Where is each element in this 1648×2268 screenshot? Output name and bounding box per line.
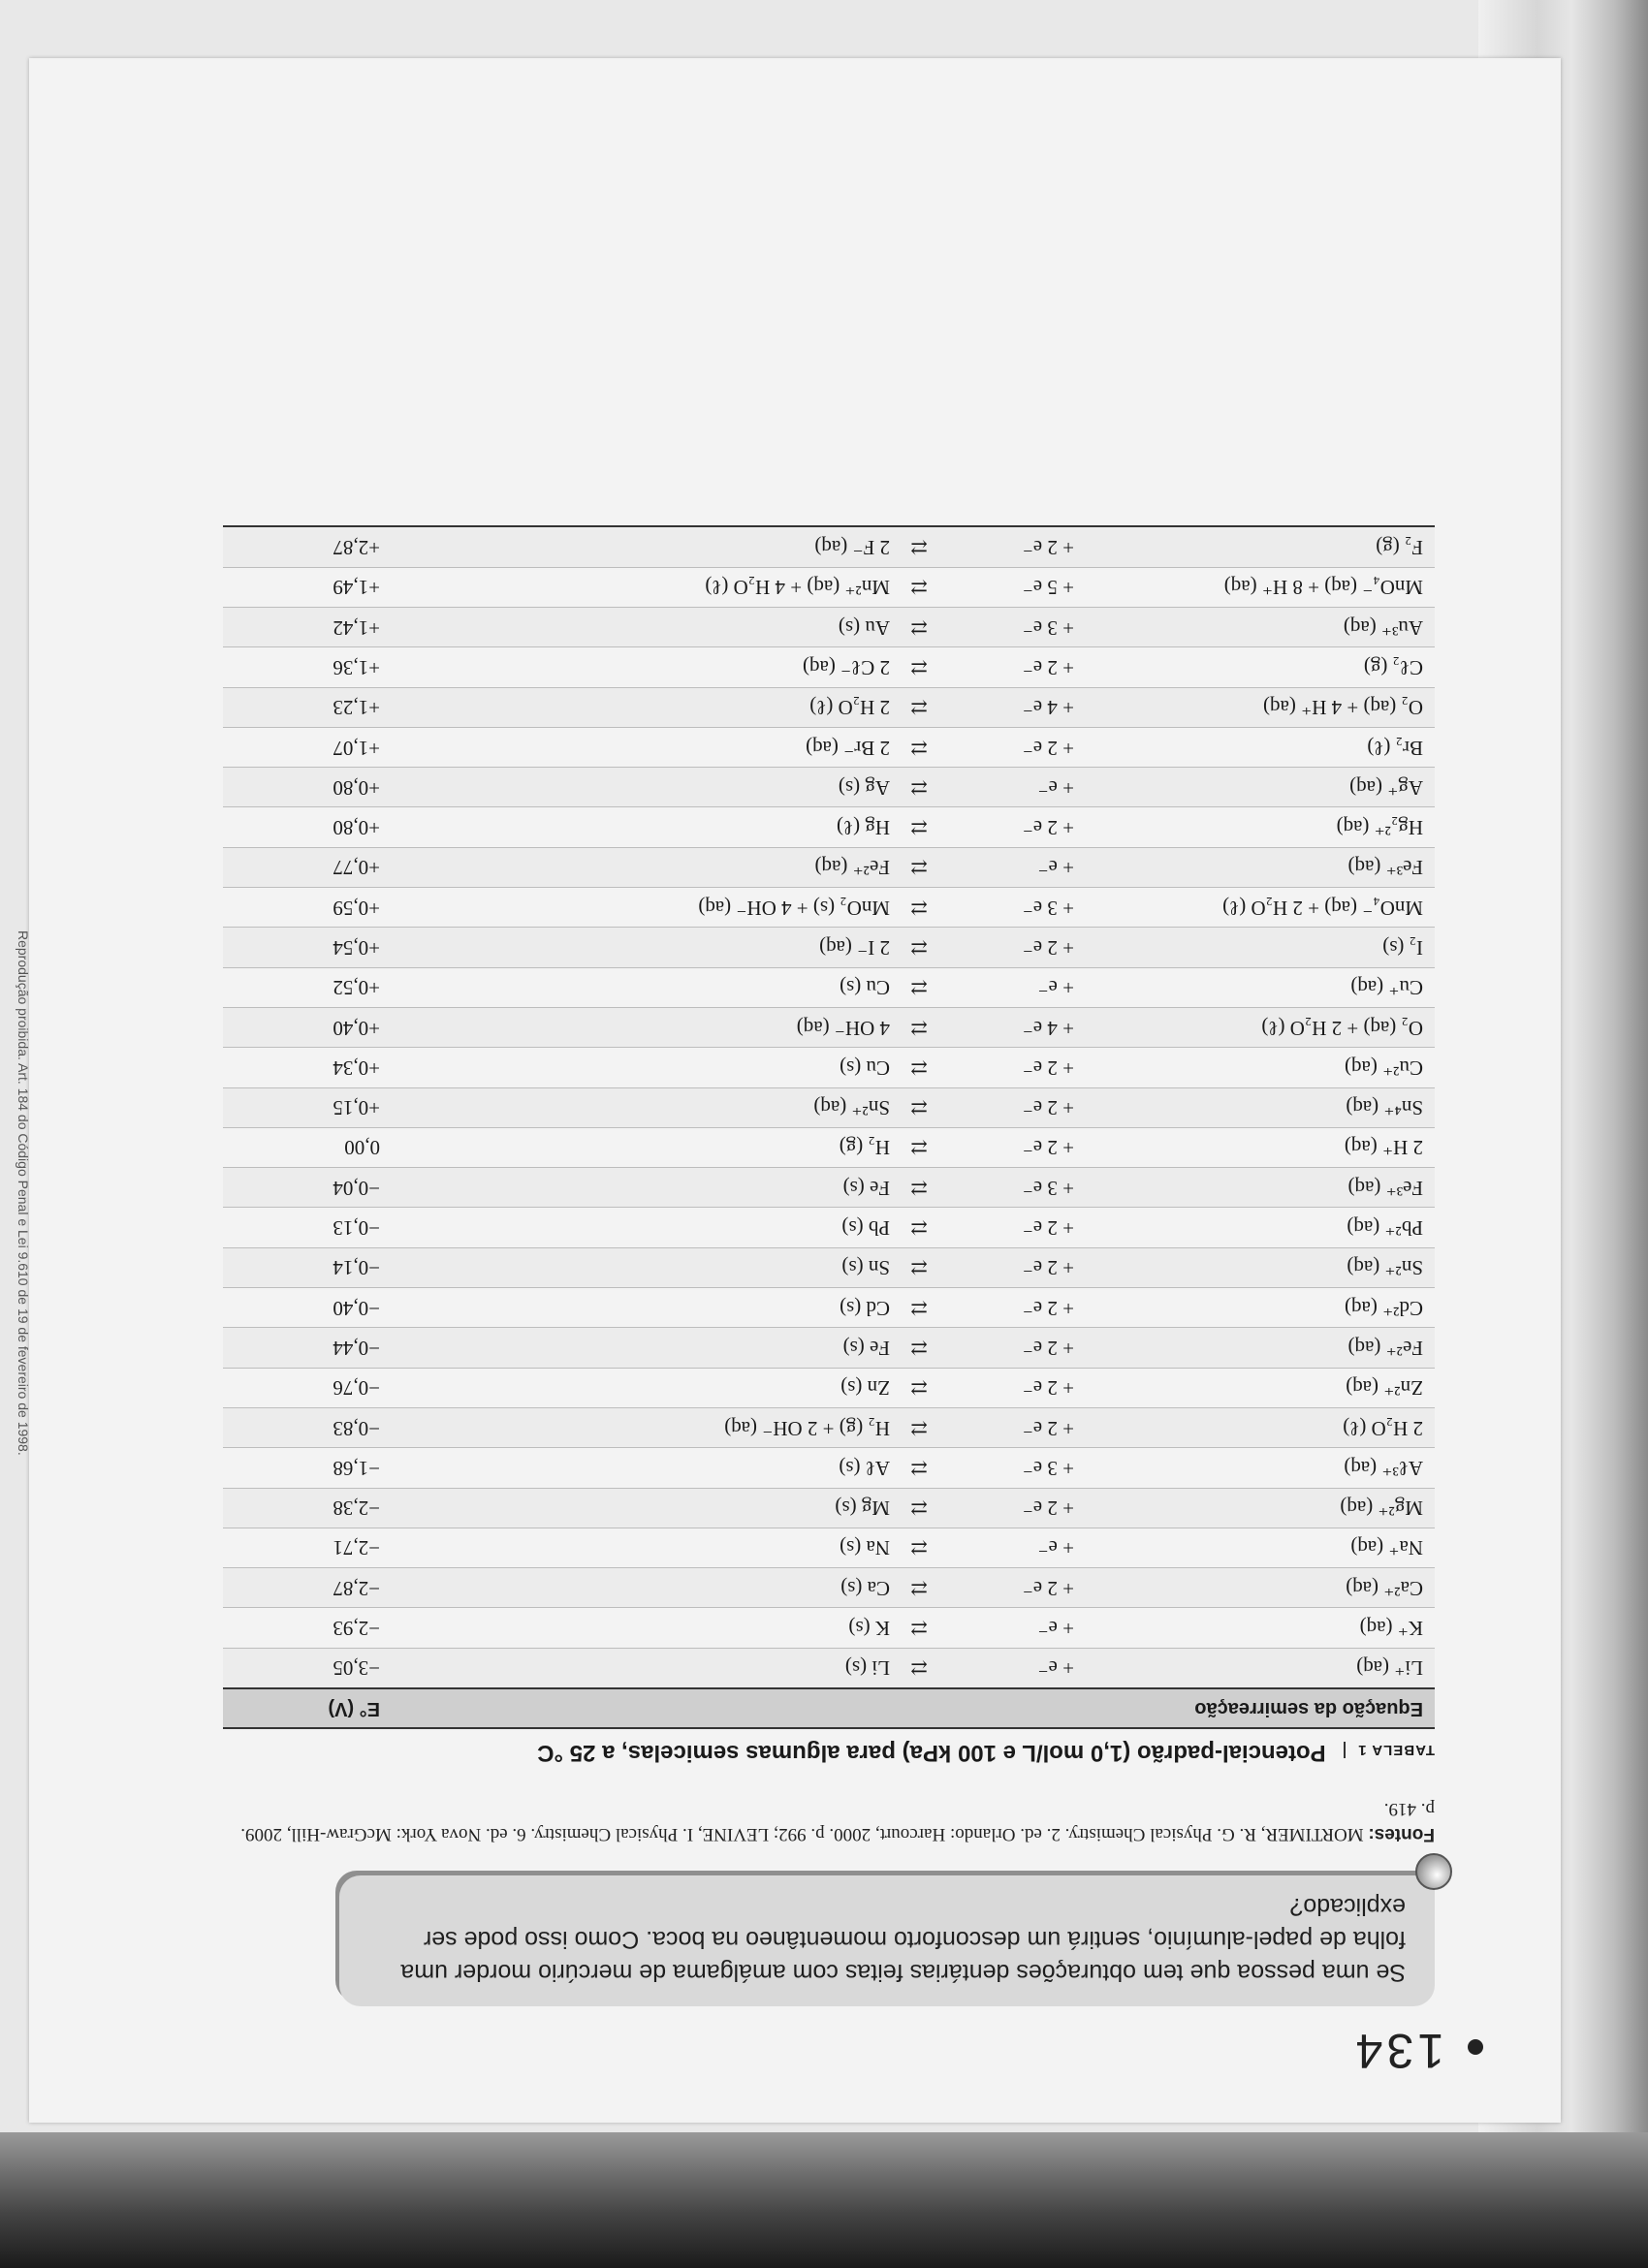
table-row (223, 1328, 1435, 1368)
reactants: I₂ (s) (1382, 936, 1423, 961)
electrons: + e⁻ (1037, 775, 1074, 800)
equilibrium-arrow-icon: ⇄ (910, 1055, 928, 1080)
equation-cell (392, 1488, 1435, 1528)
table-row (223, 1208, 1435, 1247)
products: Fe (s) (842, 1176, 890, 1200)
potential-cell: −0,44 (223, 1328, 392, 1368)
equation-cell (392, 807, 1435, 847)
equilibrium-arrow-icon: ⇄ (910, 1496, 928, 1521)
equation-cell (392, 1448, 1435, 1488)
reactants: Zn²⁺ (aq) (1346, 1376, 1423, 1401)
potential-cell: +0,80 (223, 807, 392, 847)
potential-cell: −2,87 (223, 1568, 392, 1608)
table-row (223, 1168, 1435, 1208)
electrons: + 3 e⁻ (1022, 1456, 1074, 1480)
electrons: + 2 e⁻ (1022, 1376, 1074, 1401)
products: H₂ (g) + 2 OH⁻ (aq) (724, 1416, 890, 1440)
table-row (223, 1608, 1435, 1648)
electrons: + 2 e⁻ (1022, 736, 1074, 760)
table-tag: TABELA 1 (1344, 1742, 1435, 1758)
equation-cell (392, 847, 1435, 887)
equation-cell (392, 727, 1435, 767)
electrons: + 2 e⁻ (1022, 1296, 1074, 1320)
table-title (223, 1739, 1435, 1766)
reactants: 2 H₂O (ℓ) (1343, 1416, 1423, 1440)
reactants: Hg₂²⁺ (aq) (1336, 816, 1423, 840)
col-equation-header: Equação da semirreação (392, 1688, 1435, 1728)
question-knob-icon (1415, 1853, 1452, 1890)
potential-cell: −2,38 (223, 1488, 392, 1528)
reactants: Pb²⁺ (aq) (1347, 1216, 1423, 1241)
products: Ag (s) (838, 775, 890, 800)
products: Cu (s) (840, 1055, 890, 1080)
potential-cell: −0,13 (223, 1208, 392, 1247)
equilibrium-arrow-icon: ⇄ (910, 775, 928, 800)
products: Cd (s) (840, 1296, 890, 1320)
equation-cell (392, 1568, 1435, 1608)
electrons: + 5 e⁻ (1022, 576, 1074, 600)
electrons: + 3 e⁻ (1022, 896, 1074, 920)
potential-cell: −0,04 (223, 1168, 392, 1208)
equation-cell (392, 1608, 1435, 1648)
electrons: + 2 e⁻ (1022, 1496, 1074, 1521)
potential-cell: +1,42 (223, 607, 392, 646)
products: Fe (s) (842, 1336, 890, 1360)
electrons: + 2 e⁻ (1022, 1216, 1074, 1241)
electrons: + 3 e⁻ (1022, 1176, 1074, 1200)
equilibrium-arrow-icon: ⇄ (910, 696, 928, 720)
equation-cell (392, 1127, 1435, 1167)
reactants: Li⁺ (aq) (1356, 1656, 1423, 1681)
products: Aℓ (s) (839, 1456, 890, 1480)
equation-cell (392, 1648, 1435, 1688)
equation-cell (392, 1288, 1435, 1328)
equilibrium-arrow-icon: ⇄ (910, 896, 928, 920)
reactants: Sn⁴⁺ (aq) (1346, 1096, 1423, 1120)
equation-cell (392, 607, 1435, 646)
bullet-icon (1468, 2039, 1483, 2055)
equilibrium-arrow-icon: ⇄ (910, 1336, 928, 1360)
equation-cell (392, 1247, 1435, 1287)
table-row (223, 1448, 1435, 1488)
reactants: Sn²⁺ (aq) (1347, 1256, 1423, 1280)
equilibrium-arrow-icon: ⇄ (910, 1376, 928, 1401)
potential-cell: +0,77 (223, 847, 392, 887)
potential-cell: +0,15 (223, 1087, 392, 1127)
equation-cell (392, 1328, 1435, 1368)
electrons: + 4 e⁻ (1022, 1016, 1074, 1040)
equilibrium-arrow-icon: ⇄ (910, 1176, 928, 1200)
table-row (223, 967, 1435, 1007)
potential-cell: −2,71 (223, 1528, 392, 1567)
reactants: Ag⁺ (aq) (1349, 775, 1423, 800)
products: Mg (s) (835, 1496, 890, 1521)
products: 2 Cℓ⁻ (aq) (803, 655, 890, 679)
equilibrium-arrow-icon: ⇄ (910, 1256, 928, 1280)
potential-cell: +1,07 (223, 727, 392, 767)
reactants: Cℓ₂ (g) (1363, 655, 1423, 679)
book-page (16, 58, 1561, 2123)
products: Sn (s) (841, 1256, 890, 1280)
electrons: + e⁻ (1037, 1617, 1074, 1641)
equilibrium-arrow-icon: ⇄ (910, 1656, 928, 1681)
products: Zn (s) (840, 1376, 890, 1401)
potential-cell: +1,36 (223, 647, 392, 687)
sources-label: Fontes: (1368, 1824, 1435, 1844)
equation-cell (392, 967, 1435, 1007)
products: 2 Br⁻ (aq) (806, 736, 890, 760)
equation-cell (392, 888, 1435, 928)
upside-down-content (29, 58, 1561, 2123)
reactants: Fe³⁺ (aq) (1347, 1176, 1423, 1200)
products: Fe²⁺ (aq) (814, 856, 890, 880)
reactants: K⁺ (aq) (1359, 1617, 1423, 1641)
reactants: F₂ (g) (1376, 536, 1423, 560)
equilibrium-arrow-icon: ⇄ (910, 936, 928, 961)
equation-cell (392, 1048, 1435, 1087)
electrons: + 2 e⁻ (1022, 1096, 1074, 1120)
products: 4 OH⁻ (aq) (796, 1016, 890, 1040)
table-row (223, 1288, 1435, 1328)
potential-cell: +0,59 (223, 888, 392, 928)
table-row (223, 567, 1435, 607)
table-row (223, 607, 1435, 646)
potential-cell: −0,76 (223, 1368, 392, 1407)
page-number (1352, 2023, 1483, 2079)
table-row (223, 768, 1435, 807)
equilibrium-arrow-icon: ⇄ (910, 615, 928, 640)
electrons: + 2 e⁻ (1022, 1336, 1074, 1360)
potential-cell: +1,49 (223, 567, 392, 607)
equilibrium-arrow-icon: ⇄ (910, 1456, 928, 1480)
table-row (223, 1127, 1435, 1167)
reactants: Aℓ³⁺ (aq) (1344, 1456, 1423, 1480)
equilibrium-arrow-icon: ⇄ (910, 1136, 928, 1160)
table-row (223, 1048, 1435, 1087)
products: K (s) (848, 1617, 890, 1641)
products: Hg (ℓ) (837, 816, 890, 840)
table-row (223, 1528, 1435, 1567)
electrons: + e⁻ (1037, 856, 1074, 880)
scanner-shadow (0, 2132, 1648, 2268)
reactants: Fe³⁺ (aq) (1347, 856, 1423, 880)
table-row (223, 1568, 1435, 1608)
electrons: + 2 e⁻ (1022, 655, 1074, 679)
potential-cell: −0,40 (223, 1288, 392, 1328)
reactants: Na⁺ (aq) (1350, 1536, 1423, 1560)
reactants: Br₂ (ℓ) (1367, 736, 1423, 760)
products: Na (s) (840, 1536, 890, 1560)
equilibrium-arrow-icon: ⇄ (910, 1536, 928, 1560)
equation-cell (392, 1407, 1435, 1447)
table-row (223, 807, 1435, 847)
electrons: + 2 e⁻ (1022, 1576, 1074, 1600)
table-row (223, 1648, 1435, 1688)
col-potential-header: E° (V) (223, 1688, 392, 1728)
reactants: Fe²⁺ (aq) (1347, 1336, 1423, 1360)
equation-cell (392, 1528, 1435, 1567)
reactants: Cu⁺ (aq) (1350, 976, 1423, 1000)
table-row (223, 647, 1435, 687)
equation-cell (392, 526, 1435, 567)
table-row (223, 526, 1435, 567)
table-row (223, 1247, 1435, 1287)
page-number-text: 134 (1351, 2024, 1444, 2078)
equilibrium-arrow-icon: ⇄ (910, 1216, 928, 1241)
equilibrium-arrow-icon: ⇄ (910, 1016, 928, 1040)
products: Cu (s) (840, 976, 890, 1000)
equilibrium-arrow-icon: ⇄ (910, 856, 928, 880)
reactants: MnO₄⁻ (aq) + 2 H₂O (ℓ) (1222, 896, 1423, 920)
electrons: + e⁻ (1037, 1656, 1074, 1681)
products: Li (s) (844, 1656, 890, 1681)
electrons: + e⁻ (1037, 1536, 1074, 1560)
potential-cell: +0,80 (223, 768, 392, 807)
electrons: + 3 e⁻ (1022, 615, 1074, 640)
electrons: + e⁻ (1037, 976, 1074, 1000)
equation-cell (392, 768, 1435, 807)
potential-cell: −1,68 (223, 1448, 392, 1488)
equilibrium-arrow-icon: ⇄ (910, 1617, 928, 1641)
equilibrium-arrow-icon: ⇄ (910, 1096, 928, 1120)
electrons: + 2 e⁻ (1022, 536, 1074, 560)
potential-table (223, 525, 1435, 1766)
electrons: + 2 e⁻ (1022, 1055, 1074, 1080)
equation-cell (392, 647, 1435, 687)
equilibrium-arrow-icon: ⇄ (910, 736, 928, 760)
electrons: + 2 e⁻ (1022, 1136, 1074, 1160)
equilibrium-arrow-icon: ⇄ (910, 1296, 928, 1320)
products: Mn²⁺ (aq) + 4 H₂O (ℓ) (705, 576, 890, 600)
potential-cell: −2,93 (223, 1608, 392, 1648)
products: 2 I⁻ (aq) (819, 936, 890, 961)
electrons: + 2 e⁻ (1022, 936, 1074, 961)
copyright-note: Reprodução proibida. Art. 184 do Código Penal e Lei 9.610 de 19 de fevereiro de 1998. (16, 930, 31, 1456)
table-header-row (223, 1688, 1435, 1728)
equation-cell (392, 687, 1435, 727)
reactants: Cu²⁺ (aq) (1345, 1055, 1423, 1080)
table-row (223, 1368, 1435, 1407)
products: Ca (s) (840, 1576, 890, 1600)
equation-cell (392, 1168, 1435, 1208)
products: 2 F⁻ (aq) (814, 536, 890, 560)
table-row (223, 928, 1435, 967)
table-body (223, 526, 1435, 1688)
reactants: Ca²⁺ (aq) (1346, 1576, 1423, 1600)
reactants: Cd²⁺ (aq) (1345, 1296, 1423, 1320)
table-title-text: Potencial-padrão (1,0 mol/L e 100 kPa) para algumas semicelas, a 25 °C (537, 1740, 1326, 1766)
equation-cell (392, 1368, 1435, 1407)
products: H₂ (g) (839, 1136, 890, 1160)
table-row (223, 1087, 1435, 1127)
equilibrium-arrow-icon: ⇄ (910, 976, 928, 1000)
products: 2 H₂O (ℓ) (809, 696, 890, 720)
potential-cell: +0,40 (223, 1007, 392, 1047)
electrons: + 2 e⁻ (1022, 816, 1074, 840)
electrons: + 2 e⁻ (1022, 1256, 1074, 1280)
table-row (223, 1007, 1435, 1047)
reactants: 2 H⁺ (aq) (1344, 1136, 1423, 1160)
potential-cell: +2,87 (223, 526, 392, 567)
reactants: MnO₄⁻ (aq) + 8 H⁺ (aq) (1223, 576, 1423, 600)
equilibrium-arrow-icon: ⇄ (910, 655, 928, 679)
products: Sn²⁺ (aq) (813, 1096, 890, 1120)
equation-cell (392, 1007, 1435, 1047)
equation-cell (392, 1208, 1435, 1247)
electrons: + 4 e⁻ (1022, 696, 1074, 720)
potential-cell: 0,00 (223, 1127, 392, 1167)
potential-cell: +0,54 (223, 928, 392, 967)
products: Pb (s) (841, 1216, 890, 1241)
equation-cell (392, 928, 1435, 967)
sources-note (223, 1796, 1435, 1846)
equilibrium-arrow-icon: ⇄ (910, 1576, 928, 1600)
question-text: Se uma pessoa que tem obturações dentárias feitas com amálgama de mercúrio morder uma folha de papel-alumínio, sentirá um desconforto momentâneo na boca. Como isso pode ser explicado? (400, 1893, 1406, 1986)
potential-cell: −0,83 (223, 1407, 392, 1447)
potential-cell: −3,05 (223, 1648, 392, 1688)
equilibrium-arrow-icon: ⇄ (910, 536, 928, 560)
equation-cell (392, 1087, 1435, 1127)
table-row (223, 727, 1435, 767)
products: Au (s) (838, 615, 890, 640)
potential-cell: +0,34 (223, 1048, 392, 1087)
equilibrium-arrow-icon: ⇄ (910, 816, 928, 840)
potential-cell: −0,14 (223, 1247, 392, 1287)
table-row (223, 888, 1435, 928)
sources-text: MORTIMER, R. G. Physical Chemistry. 2. ed. Orlando: Harcourt, 2000. p. 992; LEVINE, I. Physical Chemistry. 6. ed. Nova York: McGraw-Hill, 2009. p. 419. (240, 1799, 1435, 1844)
products: MnO₂ (s) + 4 OH⁻ (aq) (698, 896, 890, 920)
table-row (223, 687, 1435, 727)
question-box (339, 1875, 1435, 2006)
reactants: Mg²⁺ (aq) (1340, 1496, 1423, 1521)
equilibrium-arrow-icon: ⇄ (910, 576, 928, 600)
table-row (223, 1407, 1435, 1447)
potential-cell: +0,52 (223, 967, 392, 1007)
equilibrium-arrow-icon: ⇄ (910, 1416, 928, 1440)
table-row (223, 1488, 1435, 1528)
electrons: + 2 e⁻ (1022, 1416, 1074, 1440)
reactants: Au³⁺ (aq) (1343, 615, 1423, 640)
table-row (223, 847, 1435, 887)
half-reaction-table (223, 525, 1435, 1729)
reactants: O₂ (aq) + 2 H₂O (ℓ) (1261, 1016, 1423, 1040)
potential-cell: +1,23 (223, 687, 392, 727)
reactants: O₂ (aq) + 4 H⁺ (aq) (1263, 696, 1423, 720)
equation-cell (392, 567, 1435, 607)
